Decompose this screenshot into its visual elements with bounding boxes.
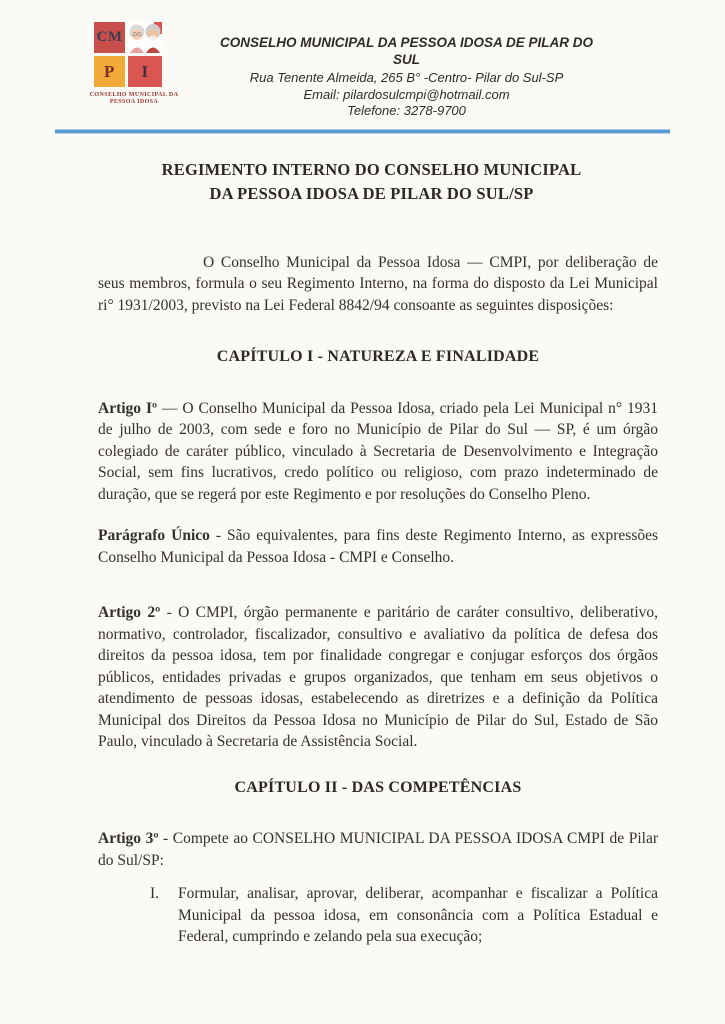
logo-cell-i: I (128, 56, 162, 87)
article-1-label: Artigo Iº (98, 399, 158, 417)
paragrafo-unico-paragraph (98, 525, 658, 568)
article-1-text: — O Conselho Municipal da Pessoa Idosa, criado pela Lei Municipal n° 1931 de julho de 2003, com sede e foro no Município de Pilar do Sul — SP, é um órgão colegiado de caráter público, vinculado à Secretaria de Desenvolvimento e Integração Social, sem fins lucrativos, credo político ou religioso, com prazo indeterminado de duração, que se regerá por este Regimento e por resoluções do Conselho Pleno. (98, 399, 658, 503)
org-name: CONSELHO MUNICIPAL DA PESSOA IDOSA DE PILAR DO SUL (219, 35, 594, 67)
contact-block (208, 34, 685, 120)
article-2-paragraph (98, 602, 658, 753)
paragrafo-unico-label: Parágrafo Único (98, 527, 210, 544)
elderly-couple-icon (128, 22, 162, 53)
chapter-2-heading: CAPÍTULO II - DAS COMPETÊNCIAS (234, 778, 522, 796)
header-divider (55, 129, 670, 134)
paragrafo-unico-text: - São equivalentes, para fins deste Regimento Interno, as expressões Conselho Municipal da Pessoa Idosa - CMPI e Conselho. (98, 527, 659, 566)
intro-paragraph: O Conselho Municipal da Pessoa Idosa — CMPI, por deliberação de seus membros, formula o seu Regimento Interno, na forma do disposto da Lei Municipal ri° 1931/2003, previsto na Lei Federal 8842/94 consoante as seguintes disposições: (98, 253, 658, 314)
list-item-text: Formular, analisar, aprovar, deliberar, acompanhar e fiscalizar a Política Municipal da pessoa idosa, em consonância com a Política Estadual e Federal, cumprindo e zelando pela sua execução; (178, 885, 658, 945)
chapter-1-heading: CAPÍTULO I - NATUREZA E FINALIDADE (216, 348, 540, 365)
document-title-line1: REGIMENTO INTERNO DO CONSELHO MUNICIPAL (161, 159, 582, 179)
document-title (88, 158, 655, 206)
article-3-item-1 (150, 883, 658, 948)
list-item-numeral: I. (150, 885, 160, 902)
article-1-paragraph (98, 398, 658, 506)
logo-cell-p: P (94, 56, 125, 87)
document-title-line2: DA PESSOA IDOSA DE PILAR DO SUL/SP (209, 183, 534, 203)
article-3-paragraph (98, 828, 658, 871)
logo-caption (88, 92, 180, 106)
org-address: Rua Tenente Almeida, 265 B° -Centro- Pilar do Sul-SP (249, 70, 564, 85)
logo-grid (94, 22, 208, 87)
article-3-text: - Compete ao CONSELHO MUNICIPAL DA PESSOA IDOSA CMPI de Pilar do Sul/SP: (98, 830, 658, 869)
article-2-text: - O CMPI, órgão permanente e paritário de caráter consultivo, deliberativo, normativo, controlador, fiscalizador, consultivo e avaliativo da política de defesa dos direitos da pessoa idosa, tem por finalidade congregar e conjugar esforços dos órgãos públicos, entidades privadas e grupos organizados, que tenham em seus objetivos o atendimento de pessoas idosas, estabelecendo as diretrizes e a definição da Política Municipal dos Direitos da Pessoa Idosa no Município de Pilar do Sul, Estado de São Paulo, vinculado à Secretaria de Assistência Social. (98, 604, 658, 750)
logo-caption-line1: CONSELHO MUNICIPAL DA (89, 92, 179, 98)
letterhead (0, 0, 725, 120)
org-logo (88, 22, 208, 106)
org-phone: Telefone: 3278-9700 (347, 103, 466, 118)
logo-cell-cm: CM (94, 22, 125, 53)
document-body (0, 252, 725, 948)
logo-caption-line2: PESSOA IDOSA (109, 99, 159, 105)
article-3-label: Artigo 3º (98, 830, 159, 847)
org-email: Email: pilardosulcmpi@hotmail.com (303, 86, 510, 102)
article-2-label: Artigo 2º (98, 604, 161, 621)
